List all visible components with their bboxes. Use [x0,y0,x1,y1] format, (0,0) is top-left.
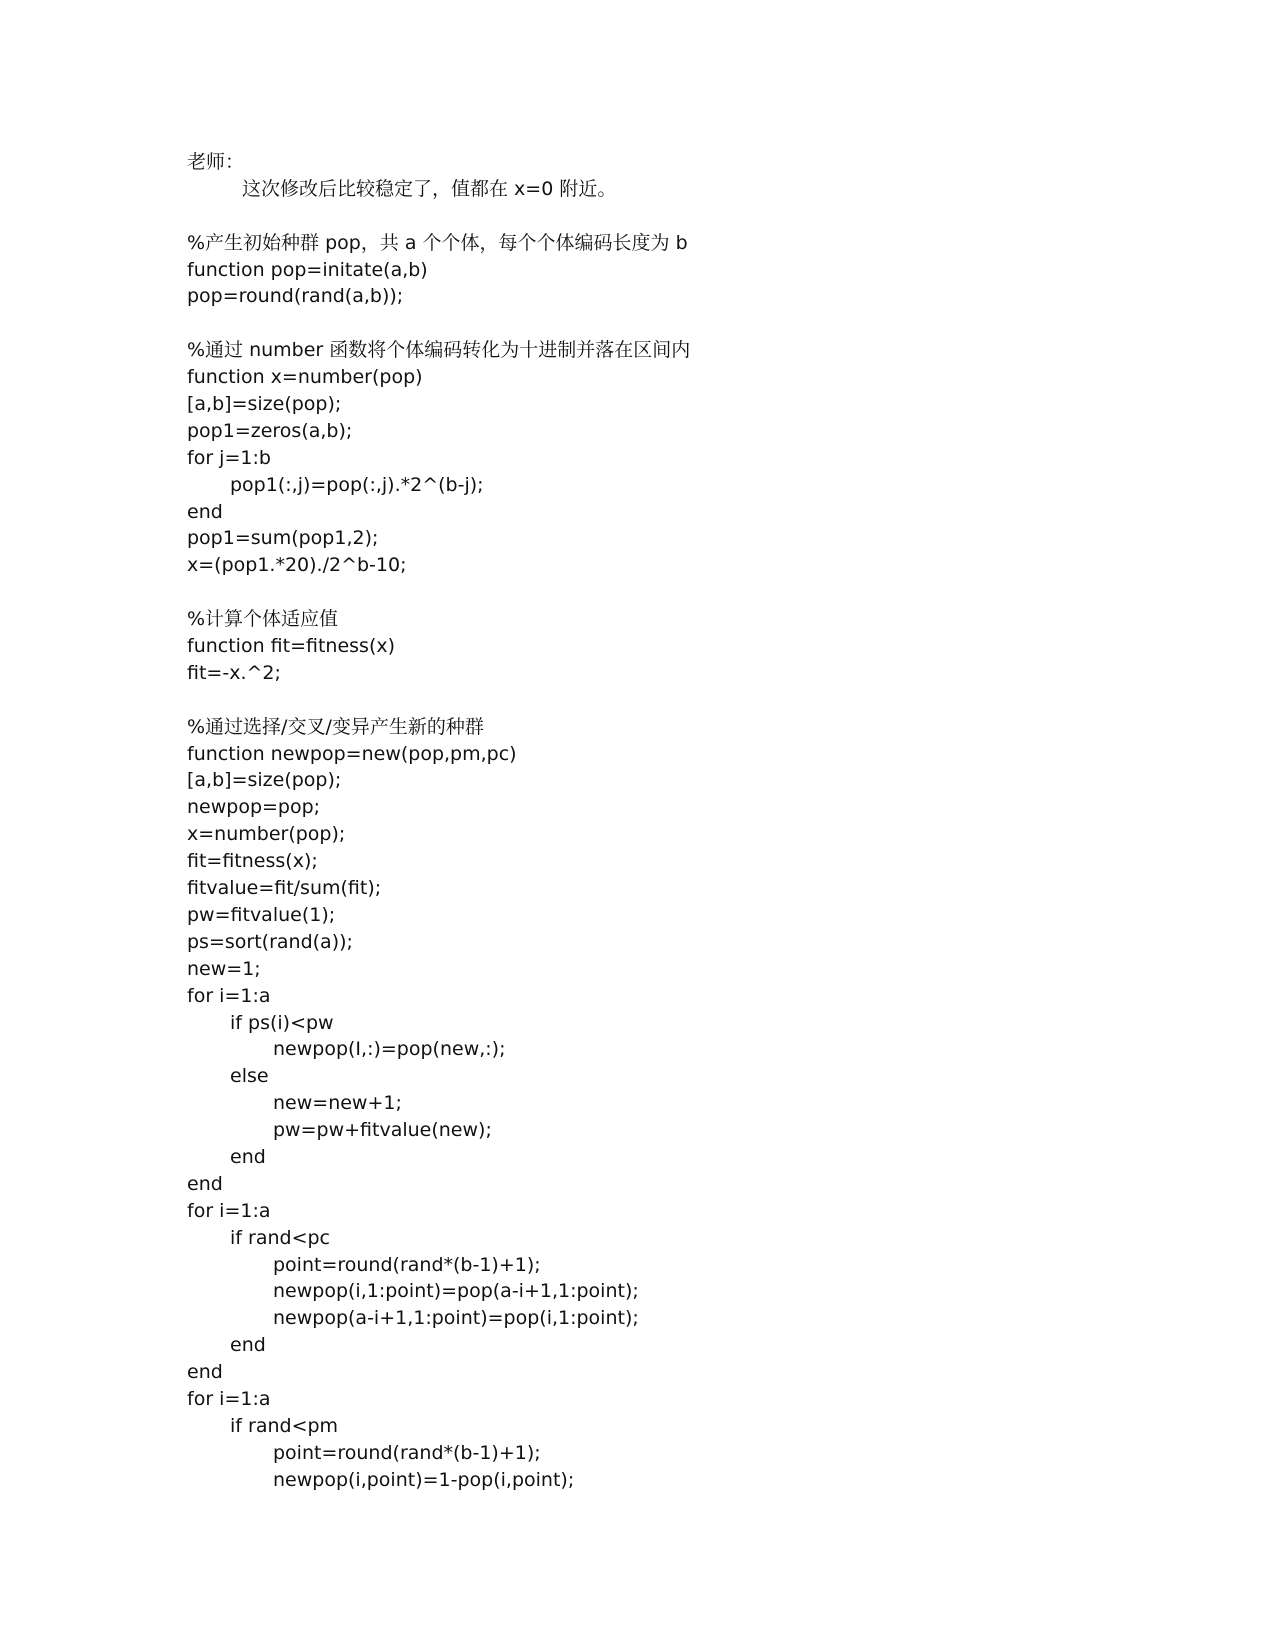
code-line: pop1(:,j)=pop(:,j).*2^(b-j); [230,473,484,496]
code-line: newpop(i,1:point)=pop(a-i+1,1:point); [273,1280,639,1303]
code-line: x=(pop1.*20)./2^b-10; [187,554,407,577]
code-line: fit=fitness(x); [187,850,318,873]
comment-number: %通过 number 函数将个体编码转化为十进制并落在区间内 [187,339,691,362]
code-line: x=number(pop); [187,823,346,846]
code-line: point=round(rand*(b-1)+1); [273,1253,541,1276]
code-line: if rand<pc [230,1226,330,1249]
code-line: for i=1:a [187,1387,271,1410]
code-line: new=new+1; [273,1092,402,1115]
code-line: function x=number(pop) [187,366,423,389]
code-line: for i=1:a [187,1199,271,1222]
comment-initiate: %产生初始种群 pop，共 a 个个体，每个个体编码长度为 b [187,231,688,254]
document-body [187,149,1187,1494]
blank-line [187,310,1187,337]
code-line: function pop=initate(a,b) [187,258,428,281]
code-line: end [230,1145,266,1168]
code-line: pw=pw+fitvalue(new); [273,1119,492,1142]
code-line: pop1=zeros(a,b); [187,419,353,442]
blank-line [187,687,1187,714]
blank-line [187,579,1187,606]
code-line: if ps(i)<pw [230,1011,334,1034]
code-line: newpop(I,:)=pop(new,:); [273,1038,506,1061]
code-line: fit=-x.^2; [187,661,281,684]
code-line: fitvalue=fit/sum(fit); [187,877,382,900]
code-line: pw=fitvalue(1); [187,903,336,926]
code-line: end [187,1172,223,1195]
code-line: [a,b]=size(pop); [187,769,342,792]
blank-line [187,203,1187,230]
comment-fitness: %计算个体适应值 [187,608,339,631]
code-line: pop1=sum(pop1,2); [187,527,379,550]
code-line: end [187,500,223,523]
code-line: for j=1:b [187,446,271,469]
salutation: 老师： [187,151,245,173]
code-line: newpop(i,point)=1-pop(i,point); [273,1468,575,1491]
code-line: function fit=fitness(x) [187,635,396,658]
code-line: new=1; [187,957,261,980]
code-line: if rand<pm [230,1414,339,1437]
code-line: end [187,1361,223,1384]
note-paragraph: 这次修改后比较稳定了，值都在 x=0 附近。 [242,177,617,200]
code-line: pop=round(rand(a,b)); [187,285,404,308]
code-line: end [230,1334,266,1357]
code-line: for i=1:a [187,984,271,1007]
code-line: newpop(a-i+1,1:point)=pop(i,1:point); [273,1307,639,1330]
code-line: newpop=pop; [187,796,321,819]
code-line: point=round(rand*(b-1)+1); [273,1441,541,1464]
comment-new: %通过选择/交叉/变异产生新的种群 [187,715,484,738]
code-line: function newpop=new(pop,pm,pc) [187,742,517,765]
code-line: ps=sort(rand(a)); [187,930,353,953]
code-line: else [230,1065,269,1088]
code-line: [a,b]=size(pop); [187,393,342,416]
